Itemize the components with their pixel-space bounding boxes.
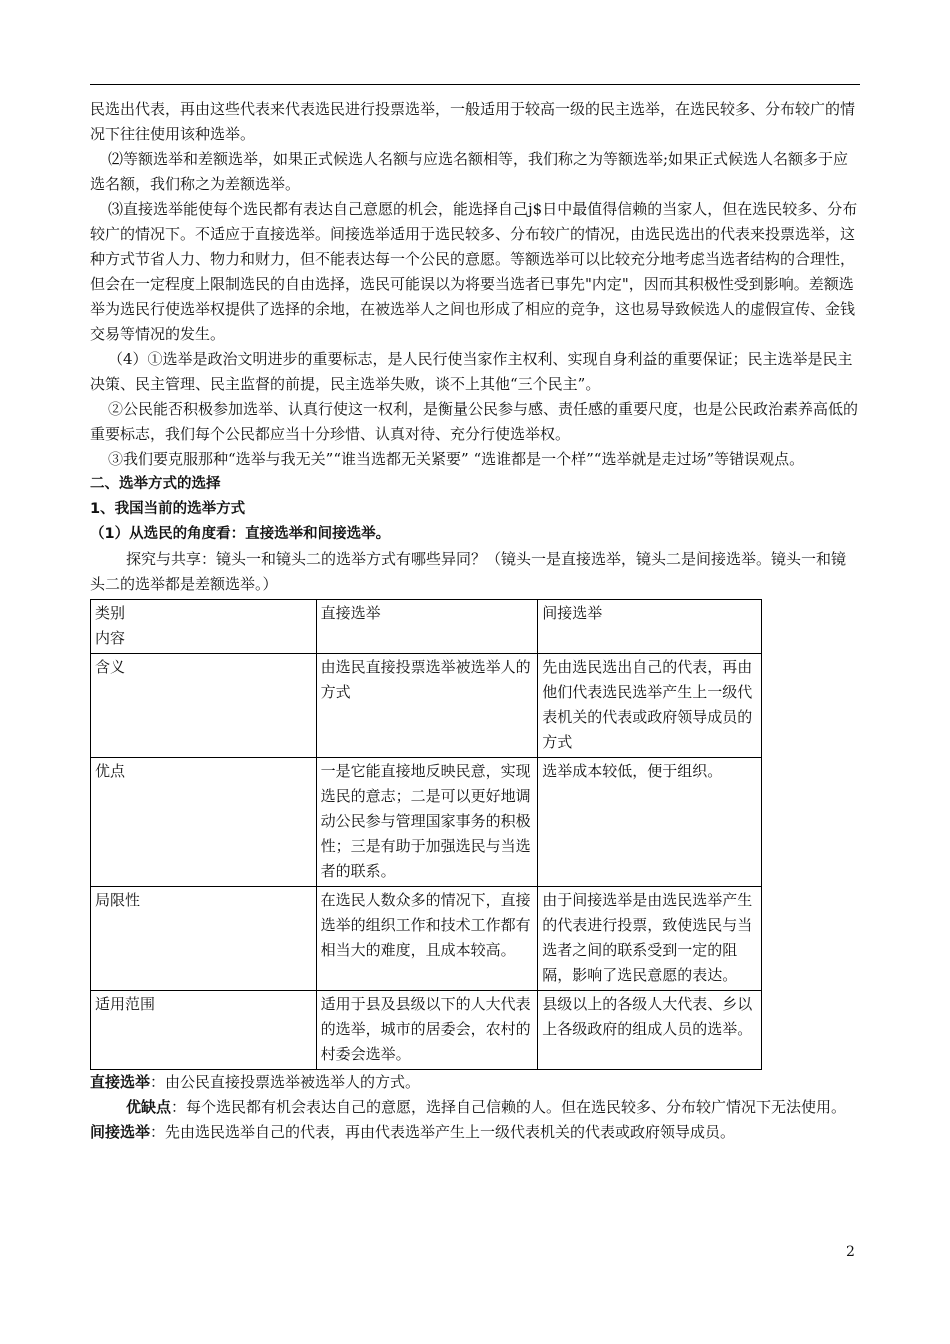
corner-category: 类别 (95, 604, 126, 622)
paragraph-equal-competitive: ⑵等额选举和差额选举，如果正式候选人名额与应选名额相等，我们称之为等额选举;如果正式候选人名额多于应选名额，我们称之为差额选举。 (90, 150, 849, 193)
direct-term: 直接选举 (90, 1073, 151, 1091)
table-row (91, 991, 762, 1070)
row-label: 优点 (91, 758, 317, 887)
paragraph-wrong-views: ③我们要克服那种“选举与我无关”“谁当选都无关紧要” “选谁都是一个样”“选举就是走过场”等错误观点。 (108, 450, 805, 468)
row-direct: 一是它能直接地反映民意，实现选民的意志；二是可以更好地调动公民参与管理国家事务的积极性；三是有助于加强选民与当选者的联系。 (316, 758, 538, 887)
indirect-election-definition (90, 1120, 860, 1145)
section-heading: 二、选举方式的选择 (90, 476, 221, 492)
table-header-corner (91, 600, 317, 654)
indirect-term: 间接选举 (90, 1123, 151, 1141)
row-indirect: 选举成本较低，便于组织。 (538, 758, 762, 887)
direct-election-definition (90, 1070, 860, 1095)
row-direct: 适用于县及县级以下的人大代表的选举，城市的居委会，农村的村委会选举。 (316, 991, 538, 1070)
paragraph-continued: 民选出代表，再由这些代表来代表选民进行投票选举，一般适用于较高一级的民主选举，在选民较多、分布较广的情况下往往使用该种选举。 (90, 100, 856, 143)
row-indirect: 先由选民选出自己的代表，再由他们代表选民选举产生上一级代表机关的代表或政府领导成员的方式 (538, 654, 762, 758)
table-row (91, 758, 762, 887)
table-header-indirect: 间接选举 (538, 600, 762, 654)
table-header-direct: 直接选举 (316, 600, 538, 654)
row-direct: 由选民直接投票选举被选举人的方式 (316, 654, 538, 758)
row-indirect: 由于间接选举是由选民选举产生的代表进行投票，致使选民与当选者之间的联系受到一定的阻隔，影响了选民意愿的表达。 (538, 887, 762, 991)
table-row (91, 887, 762, 991)
indirect-text: ：先由选民选举自己的代表，再由代表选举产生上一级代表机关的代表或政府领导成员。 (150, 1123, 736, 1141)
table-header-row (91, 600, 762, 654)
subsection-heading: 1、我国当前的选举方式 (90, 501, 246, 517)
row-direct: 在选民人数众多的情况下，直接选举的组织工作和技术工作都有相当大的难度，且成本较高。 (316, 887, 538, 991)
pros-cons-text: ：每个选民都有机会表达自己的意愿，选择自己信赖的人。但在选民较多、分布较广情况下无法使用。 (171, 1098, 847, 1116)
row-indirect: 县级以上的各级人大代表、乡以上各级政府的组成人员的选举。 (538, 991, 762, 1070)
pros-cons-term: 优缺点 (126, 1098, 172, 1116)
row-label: 局限性 (91, 887, 317, 991)
pros-cons-paragraph (90, 1095, 860, 1120)
header-rule (90, 84, 860, 85)
page-number: 2 (846, 1244, 855, 1260)
corner-content: 内容 (95, 629, 126, 647)
paragraph-citizen-duty: ②公民能否积极参加选举、认真行使这一权利，是衡量公民参与感、责任感的重要尺度，也是公民政治素养高低的重要标志，我们每个公民都应当十分珍惜、认真对待、充分行使选举权。 (90, 400, 859, 443)
table-row (91, 654, 762, 758)
direct-text: ：由公民直接投票选举被选举人的方式。 (150, 1073, 421, 1091)
paragraph-comparison: ⑶直接选举能使每个选民都有表达自己意愿的机会，能选择自己j$日中最值得信赖的当家人，但在选民较多、分布较广的情况下。不适应于直接选举。间接选举适用于选民较多、分布较广的情况，由选民选出的代表来投票选举，这种方式节省人力、物力和财力，但不能表达每一个公民的意愿。等额选举可以比较充分地考虑当选者结构的合理性，但会在一定程度上限制选民的自由选择，选民可能误以为将要当选者已事先"内定"，因而其积极性受到影响。差额选举为选民行使选举权提供了选择的余地，在被选举人之间也形成了相应的竞争，这也易导致候选人的虚假宣传、金钱交易等情况的发生。 (90, 200, 858, 343)
explore-paragraph: 探究与共享：镜头一和镜头二的选举方式有哪些异同？（镜头一是直接选举，镜头二是间接选举。镜头一和镜头二的选举都是差额选举。） (90, 550, 847, 593)
document-body (90, 97, 860, 1145)
comparison-table (90, 599, 762, 1070)
row-label: 适用范围 (91, 991, 317, 1070)
row-label: 含义 (91, 654, 317, 758)
item-heading: （1）从选民的角度看：直接选举和间接选举。 (90, 526, 391, 542)
paragraph-significance: （4）①选举是政治文明进步的重要标志，是人民行使当家作主权利、实现自身利益的重要保证；民主选举是民主决策、民主管理、民主监督的前提，民主选举失败，谈不上其他“三个民主”。 (90, 350, 853, 393)
